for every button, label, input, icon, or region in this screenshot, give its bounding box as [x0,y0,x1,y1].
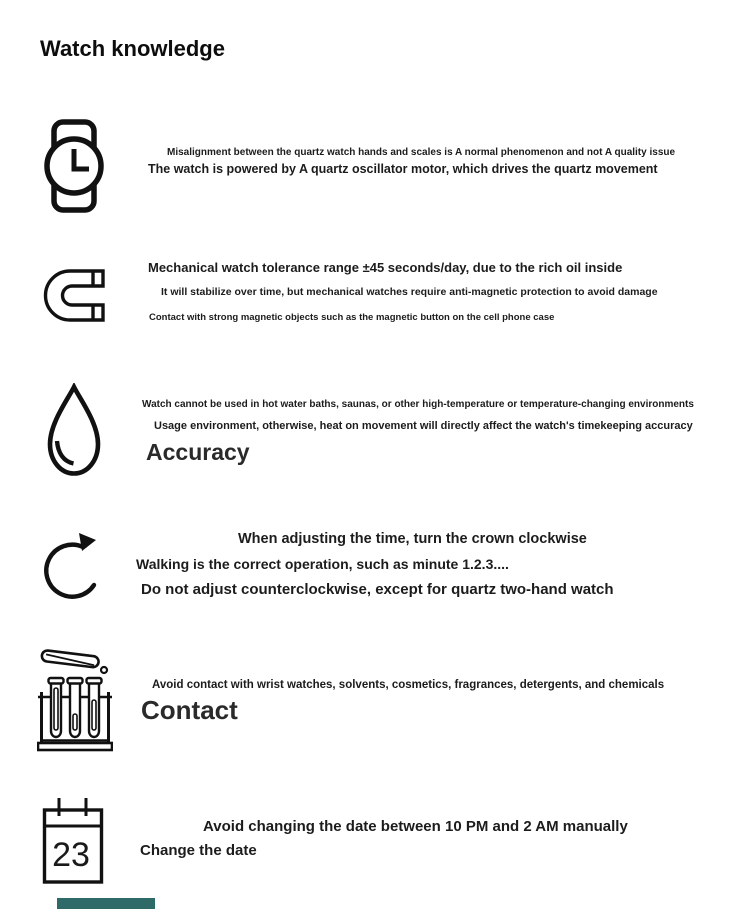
rotate-clockwise-icon [42,527,106,605]
watch-icon [42,118,106,214]
calendar-icon [42,795,104,885]
text-line: Usage environment, otherwise, heat on movement will directly affect the watch's timekeeping accuracy [154,420,693,432]
text-line: Watch cannot be used in hot water baths, saunas, or other high-temperature or temperature-changing environments [142,399,694,410]
text-line: Avoid changing the date between 10 PM and 2 AM manually [203,818,628,835]
section-heading-contact: Contact [141,695,238,725]
text-line: It will stabilize over time, but mechanical watches require anti-magnetic protection to avoid damage [161,286,658,298]
test-tubes-icon [37,649,113,752]
text-line: Misalignment between the quartz watch hands and scales is A normal phenomenon and not A quality issue [167,147,676,158]
bottom-accent-bar [57,898,155,909]
text-line: Mechanical watch tolerance range ±45 seconds/day, due to the rich oil inside [148,260,623,275]
calendar-day: 23 [52,836,90,874]
water-drop-icon [43,383,105,479]
text-line: Walking is the correct operation, such as minute 1.2.3.... [136,556,509,572]
text-line: The watch is powered by A quartz oscillator motor, which drives the quartz movement [148,162,658,176]
text-line: Change the date [140,842,257,859]
text-line: Contact with strong magnetic objects such as the magnetic button on the cell phone case [149,312,555,323]
page-title: Watch knowledge [40,36,225,61]
text-line: When adjusting the time, turn the crown clockwise [238,531,587,547]
text-line: Do not adjust counterclockwise, except for quartz two-hand watch [141,581,614,598]
magnet-icon [43,268,106,323]
text-line: Avoid contact with wrist watches, solvents, cosmetics, fragrances, detergents, and chemicals [152,679,665,691]
section-heading-accuracy: Accuracy [146,439,250,465]
